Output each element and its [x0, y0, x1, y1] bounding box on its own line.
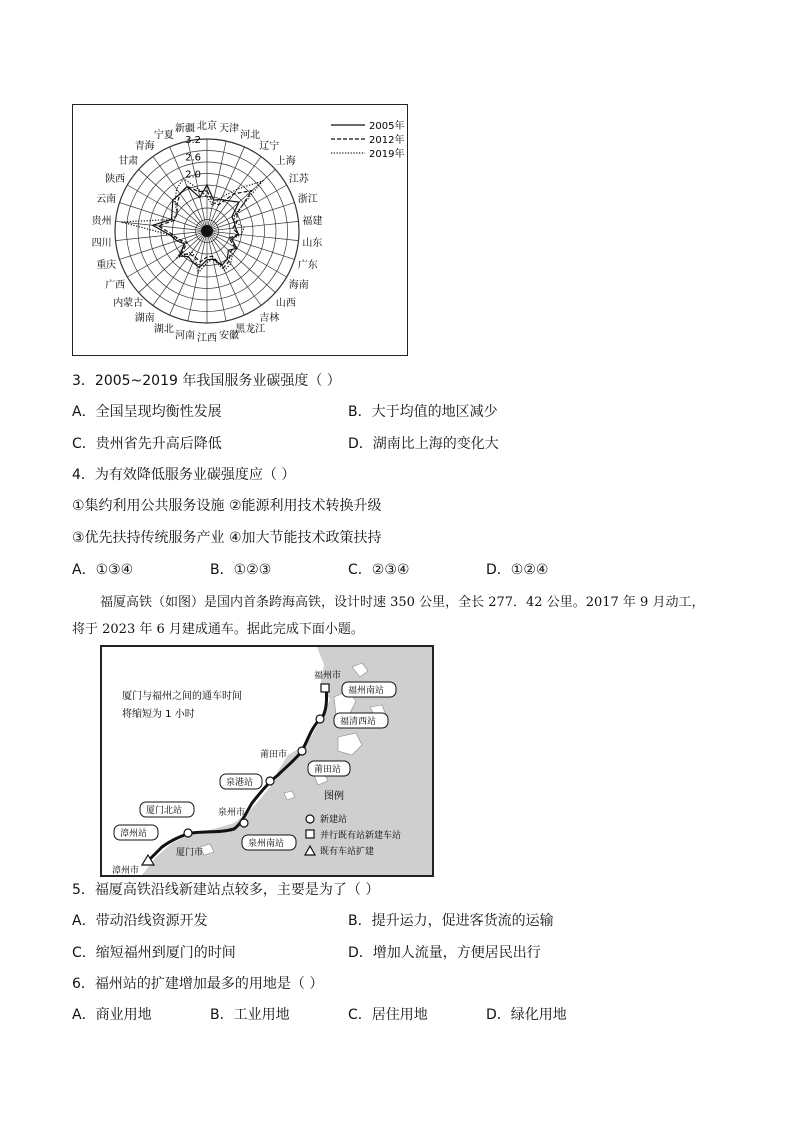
- q4-option-b[interactable]: B．①②③: [210, 562, 272, 578]
- radar-label-4: 上海: [275, 156, 296, 168]
- city-quanzhou: 泉州市: [218, 808, 246, 818]
- xiamen-north-marker: [184, 829, 192, 837]
- station-zhangzhou: 漳州站: [120, 829, 148, 839]
- q5-stem: 5．福厦高铁沿线新建站点较多，主要是为了（ ）: [72, 882, 380, 898]
- legend-expand: 既有车站扩建: [320, 847, 375, 857]
- radar-label-29: 新疆: [175, 123, 195, 135]
- radar-label-7: 福建: [302, 215, 323, 227]
- radar-label-19: 内蒙古: [113, 297, 144, 309]
- map-note-line-1: 厦门与福州之间的通车时间: [122, 691, 242, 702]
- legend-new: 新建站: [320, 815, 348, 825]
- q5-option-b[interactable]: B．提升运力，促进客货流的运输: [348, 913, 554, 929]
- radar-spoke: [139, 231, 207, 293]
- fuzhou-south-marker: [321, 684, 329, 692]
- radar-label-26: 甘肃: [118, 156, 139, 168]
- radar-label-17: 湖北: [153, 323, 174, 335]
- legend-label-1: 2005年: [369, 121, 405, 132]
- radar-label-28: 宁夏: [153, 130, 174, 142]
- q6-option-d[interactable]: D．绿化用地: [486, 1007, 567, 1023]
- radar-tick-0: 2.0: [185, 169, 201, 181]
- radar-label-1: 天津: [219, 123, 239, 135]
- q3-stem: 3．2005~2019 年我国服务业碳强度（ ）: [72, 373, 341, 389]
- radar-label-5: 江苏: [288, 174, 309, 185]
- q4-option-a[interactable]: A．①③④: [72, 562, 134, 578]
- radar-label-21: 重庆: [96, 259, 117, 271]
- radar-label-14: 安徽: [219, 330, 239, 342]
- radar-label-15: 江西: [197, 333, 217, 344]
- q6-option-b[interactable]: B．工业用地: [210, 1007, 290, 1023]
- station-putian: 莆田站: [314, 765, 342, 775]
- station-fuzhou-south: 福州南站: [348, 686, 385, 696]
- radar-label-20: 广西: [105, 280, 126, 291]
- q5-option-d[interactable]: D．增加人流量，方便居民出行: [348, 945, 541, 961]
- radar-label-12: 吉林: [259, 312, 280, 324]
- radar-label-6: 浙江: [297, 194, 318, 206]
- q5-option-a[interactable]: A．带动沿线资源开发: [72, 913, 208, 929]
- quangang-marker: [266, 777, 274, 785]
- putian-marker: [298, 747, 306, 755]
- radar-label-10: 海南: [288, 280, 309, 291]
- legend-parallel-marker: [306, 830, 314, 838]
- city-putian: 莆田市: [260, 750, 288, 760]
- q4-statements-2: ③优先扶持传统服务产业 ④加大节能技术政策扶持: [72, 530, 382, 546]
- radar-label-3: 辽宁: [259, 141, 280, 153]
- station-fuqing-west: 福清西站: [340, 717, 377, 727]
- q4-option-d[interactable]: D．①②④: [486, 562, 549, 578]
- map-note-line-2: 将缩短为 1 小时: [122, 709, 195, 720]
- city-xiamen: 厦门市: [176, 848, 204, 858]
- rail-map-frame: [100, 645, 434, 877]
- q4-stem: 4．为有效降低服务业碳强度应（ ）: [72, 467, 296, 483]
- station-quanzhou-south: 泉州南站: [248, 839, 285, 849]
- radar-label-8: 山东: [302, 238, 323, 250]
- radar-label-23: 贵州: [91, 215, 112, 227]
- q5-option-c[interactable]: C．缩短福州到厦门的时间: [72, 945, 236, 961]
- legend-title: 图例: [324, 791, 344, 802]
- radar-label-2: 河北: [240, 130, 261, 142]
- q6-option-c[interactable]: C．居住用地: [348, 1007, 428, 1023]
- legend-label-2: 2012年: [369, 135, 405, 146]
- q3-option-d[interactable]: D．湖南比上海的变化大: [348, 436, 499, 452]
- radar-label-18: 湖南: [134, 312, 155, 324]
- legend-new-marker: [306, 815, 314, 823]
- radar-tick-1: 2.6: [185, 152, 201, 164]
- radar-legend: [331, 119, 404, 160]
- q3-option-c[interactable]: C．贵州省先升高后降低: [72, 436, 222, 452]
- city-fuzhou: 福州市: [314, 671, 342, 681]
- radar-label-24: 云南: [96, 194, 117, 206]
- radar-label-22: 四川: [91, 238, 112, 250]
- radar-label-11: 山西: [275, 297, 296, 309]
- quanzhou-south-marker: [240, 819, 248, 827]
- legend-label-3: 2019年: [369, 149, 405, 160]
- radar-label-13: 黑龙江: [235, 323, 266, 335]
- radar-label-27: 青海: [134, 141, 155, 153]
- radar-grid: [115, 139, 299, 323]
- passage-line-1: 福厦高铁（如图）是国内首条跨海高铁，设计时速 350 公里，全长 277．42 公里。2017 年 9 月动工，: [100, 595, 705, 610]
- station-xiamen-north: 厦门北站: [146, 806, 183, 816]
- radar-chart-frame: [72, 104, 408, 356]
- q3-option-b[interactable]: B．大于均值的地区减少: [348, 404, 498, 420]
- radar-label-9: 广东: [297, 259, 318, 271]
- radar-tick-labels: [185, 135, 201, 181]
- fuqing-west-marker: [316, 715, 324, 723]
- q4-option-c[interactable]: C．②③④: [348, 562, 410, 578]
- q4-statements-1: ①集约利用公共服务设施 ②能源利用技术转换升级: [72, 498, 382, 514]
- radar-tick-2: 3.2: [185, 135, 201, 146]
- radar-center: [201, 225, 213, 237]
- station-quangang: 泉港站: [226, 778, 254, 788]
- radar-label-25: 陕西: [105, 174, 126, 185]
- radar-chart: [73, 105, 407, 355]
- q6-stem: 6．福州站的扩建增加最多的用地是（ ）: [72, 976, 324, 992]
- q6-option-a[interactable]: A．商业用地: [72, 1007, 152, 1023]
- city-zhangzhou: 漳州市: [112, 866, 140, 875]
- radar-label-16: 河南: [175, 330, 195, 342]
- q3-option-a[interactable]: A．全国呈现均衡性发展: [72, 404, 222, 420]
- radar-label-0: 北京: [197, 121, 217, 132]
- legend-parallel: 并行既有站新建车站: [320, 831, 402, 841]
- rail-map: [102, 647, 432, 875]
- passage-line-2: 将于 2023 年 6 月建成通车。据此完成下面小题。: [72, 622, 364, 637]
